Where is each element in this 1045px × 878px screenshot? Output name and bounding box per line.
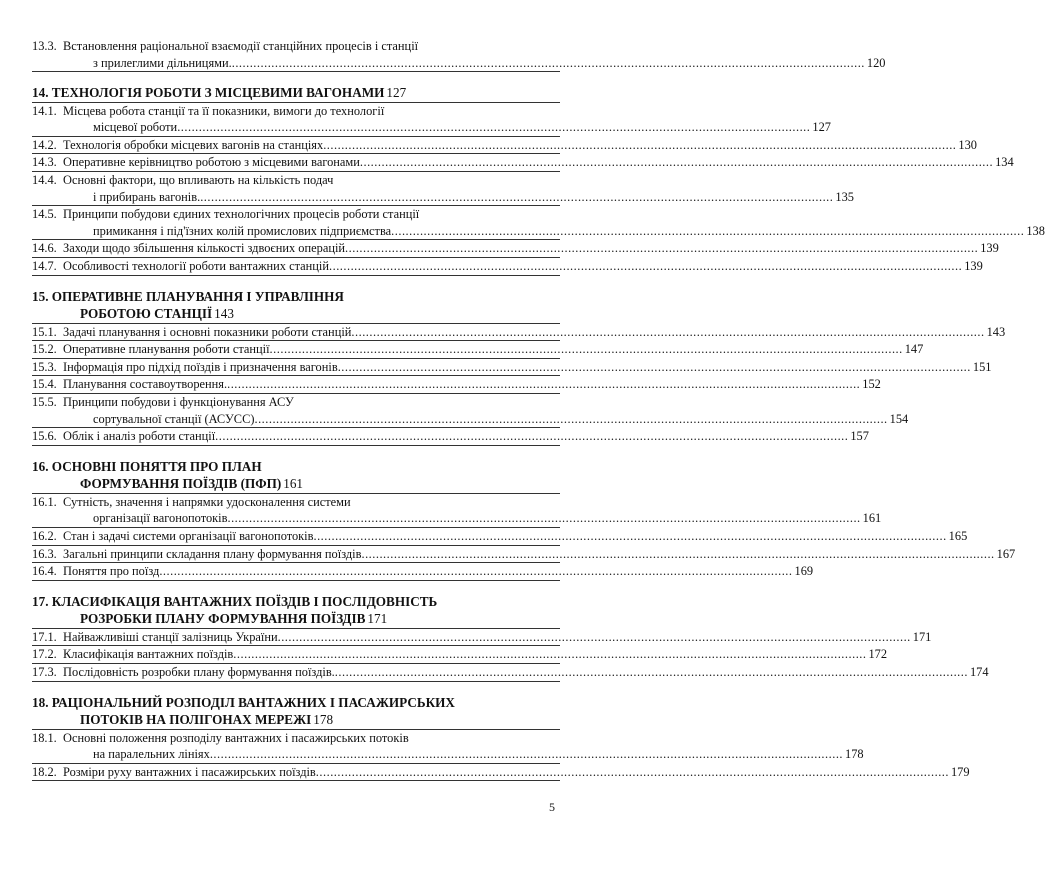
dot-leader — [338, 359, 971, 376]
section-title-line — [63, 764, 970, 781]
toc-entry[interactable] — [32, 154, 1014, 172]
section-title-line — [63, 646, 888, 663]
toc-entry[interactable] — [32, 546, 1016, 564]
chapter-block — [32, 593, 989, 682]
section-title — [63, 137, 977, 154]
section-title-text: на паралельних лініях — [93, 747, 210, 762]
section-title-text: Класифікація вантажних поїздів — [63, 647, 234, 662]
toc-entry[interactable] — [32, 240, 999, 258]
section-title-line — [63, 494, 560, 511]
section-title-line — [63, 324, 1006, 341]
section-title-text: Стан і задачі системи організації вагонопотоків — [63, 528, 314, 543]
chapter-heading-line — [32, 711, 560, 729]
page-reference: 178 — [313, 712, 334, 728]
toc-entry[interactable] — [32, 664, 989, 682]
toc-entry[interactable] — [32, 528, 968, 546]
section-number: 16.3. — [32, 546, 57, 561]
toc-entry[interactable] — [32, 206, 1045, 240]
toc-entry[interactable] — [32, 764, 970, 782]
page-reference: 171 — [367, 611, 388, 627]
chapter-block — [32, 288, 1006, 446]
page-reference: 154 — [889, 411, 909, 426]
section-title-line — [63, 341, 924, 358]
section-title-line — [63, 258, 983, 275]
dot-leader — [335, 664, 968, 681]
section-number: 14.2. — [32, 137, 57, 152]
page-reference: 127 — [812, 120, 831, 135]
dot-leader — [227, 510, 860, 527]
page-reference: 174 — [969, 664, 989, 679]
dot-leader — [177, 119, 810, 136]
chapter-heading-line — [32, 694, 560, 712]
section-title-text: Місцева робота станції та її показники, вимоги до технології — [63, 103, 385, 118]
page-reference: 127 — [386, 85, 407, 101]
dot-leader — [215, 428, 848, 445]
section-title-text: Оперативне планування роботи станції — [63, 342, 270, 357]
page-reference: 143 — [986, 324, 1006, 339]
chapter-heading-text: 17. КЛАСИФІКАЦІЯ ВАНТАЖНИХ ПОЇЗДІВ І ПОСЛІДОВНІСТЬ — [32, 593, 438, 609]
chapter-block — [32, 694, 970, 782]
section-title-text: Встановлення раціональної взаємодії станційних процесів і станції — [63, 39, 419, 53]
section-title-line — [63, 38, 560, 55]
section-title-line — [63, 137, 977, 154]
page-reference: 139 — [964, 259, 983, 274]
toc-entry[interactable] — [32, 258, 983, 276]
toc-entry[interactable] — [32, 730, 864, 764]
section-title-line — [63, 119, 831, 136]
toc-entry[interactable] — [32, 394, 909, 428]
section-title-text: Загальні принципи складання плану формування поїздів — [63, 546, 362, 561]
dot-leader — [329, 258, 962, 275]
section-title-line — [63, 510, 882, 527]
page-reference: 167 — [996, 546, 1016, 561]
section-title — [63, 240, 999, 257]
dot-leader — [351, 324, 984, 341]
dot-leader — [270, 341, 903, 358]
section-number: 16.2. — [32, 528, 57, 543]
page-reference: 169 — [794, 564, 814, 579]
section-title-text: Планування составоутворення. — [63, 377, 228, 392]
section-title-text: Послідовність розробки плану формування поїздів. — [63, 664, 335, 679]
section-title-line — [63, 746, 864, 763]
section-number: 15.4. — [32, 377, 57, 392]
page-reference: 120 — [866, 55, 886, 70]
chapter-block — [32, 458, 1016, 581]
toc-entry[interactable] — [32, 341, 924, 359]
dot-leader — [200, 189, 833, 206]
section-title-text: Особливості технології роботи вантажних станцій — [63, 259, 329, 274]
section-title — [63, 172, 854, 205]
chapter-heading-text: 15. ОПЕРАТИВНЕ ПЛАНУВАННЯ І УПРАВЛІННЯ — [32, 288, 344, 304]
section-number: 18.1. — [32, 730, 57, 745]
page-reference: 135 — [835, 189, 854, 204]
chapter-heading-line — [32, 593, 560, 611]
section-number: 16.1. — [32, 494, 57, 509]
chapter-heading-line — [32, 305, 560, 323]
section-title-text: Оперативне керівництво роботою з місцевими вагонами — [63, 155, 360, 170]
toc-entry[interactable] — [32, 137, 977, 155]
dot-leader — [313, 528, 946, 545]
section-title-line — [63, 240, 999, 257]
section-title-line — [63, 428, 869, 445]
section-title-line — [63, 154, 1014, 171]
page-reference: 139 — [980, 241, 999, 256]
page-reference: 161 — [283, 476, 304, 492]
toc-entry[interactable] — [32, 563, 814, 581]
chapter-heading-text: РОБОТОЮ СТАНЦІЇ — [80, 306, 213, 322]
section-title-line — [63, 546, 1016, 563]
section-title-line — [63, 55, 886, 72]
section-title-text: місцевої роботи — [93, 120, 178, 135]
section-number: 17.3. — [32, 664, 57, 679]
page-number: 5 — [549, 800, 555, 814]
chapter-heading-text: ФОРМУВАННЯ ПОЇЗДІВ (ПФП) — [80, 476, 282, 492]
section-title-text: Поняття про поїзд — [63, 564, 160, 579]
section-title-text: примикання і під'їзних колій промислових підприємства — [93, 223, 392, 238]
section-title-line — [63, 664, 989, 681]
page-reference: 134 — [995, 155, 1014, 170]
section-number: 14.5. — [32, 207, 57, 222]
section-title-line — [63, 376, 881, 393]
section-title-line — [63, 223, 1045, 240]
page-reference: 130 — [958, 137, 977, 152]
toc-entry[interactable] — [32, 38, 886, 72]
section-title-line — [63, 563, 814, 580]
section-title — [63, 394, 909, 427]
toc-entry[interactable] — [32, 428, 869, 446]
section-title-line — [63, 189, 854, 206]
page-reference: 151 — [972, 359, 992, 374]
page-reference: 138 — [1026, 223, 1045, 238]
dot-leader — [278, 629, 911, 646]
dot-leader — [210, 746, 843, 763]
section-title — [63, 730, 864, 763]
section-title-text: Основні положення розподілу вантажних і пасажирських потоків — [63, 730, 409, 745]
toc-entry[interactable] — [32, 359, 992, 377]
section-title-text: і прибирань вагонів. — [93, 189, 201, 204]
dot-leader — [254, 411, 887, 428]
section-title-text: Сутність, значення і напрямки удосконалення системи — [63, 494, 351, 509]
section-number: 15.5. — [32, 395, 57, 409]
page-reference: 165 — [948, 528, 968, 543]
section-number: 14.3. — [32, 155, 57, 170]
section-title-text: Найважливіші станції залізниць України — [63, 629, 278, 644]
section-title-line — [63, 206, 560, 223]
section-title-line — [63, 359, 992, 376]
table-of-contents — [32, 38, 1045, 781]
section-title — [63, 764, 970, 781]
section-title-text: Інформація про підхід поїздів і призначення вагонів — [63, 359, 338, 374]
chapter-heading[interactable] — [32, 288, 560, 324]
section-title-text: Технологія обробки місцевих вагонів на станціях — [63, 137, 324, 152]
chapter-heading-line — [32, 288, 560, 306]
section-title-line — [63, 411, 909, 428]
section-title-line — [63, 172, 560, 189]
section-title — [63, 629, 932, 646]
section-title-text: Задачі планування і основні показники роботи станцій — [63, 324, 352, 339]
page-reference: 147 — [904, 342, 924, 357]
section-title — [63, 206, 1045, 239]
chapter-heading-line — [32, 610, 560, 628]
section-title — [63, 528, 968, 545]
chapter-heading-text: 16. ОСНОВНІ ПОНЯТТЯ ПРО ПЛАН — [32, 458, 262, 474]
section-number: 15.2. — [32, 342, 57, 357]
toc-entry[interactable] — [32, 494, 882, 528]
section-number: 15.1. — [32, 324, 57, 339]
page-reference: 178 — [845, 747, 864, 762]
toc-entry[interactable] — [32, 629, 932, 647]
dot-leader — [361, 546, 994, 563]
section-title — [63, 341, 924, 358]
section-title-text: Принципи побудови єдиних технологічних процесів роботи станції — [63, 207, 420, 222]
section-title — [63, 38, 886, 71]
section-title-text: Облік і аналіз роботи станції — [63, 429, 216, 444]
section-title-line — [63, 394, 560, 411]
dot-leader — [233, 646, 866, 663]
section-title-text: Принципи побудови і функціонування АСУ — [63, 395, 294, 409]
section-title — [63, 664, 989, 681]
chapter-heading-line — [32, 84, 560, 102]
dot-leader — [345, 240, 978, 257]
dot-leader — [360, 154, 993, 171]
section-number: 17.2. — [32, 647, 57, 662]
section-title-text: сортувальної станції (АСУСС) — [93, 411, 255, 426]
page-reference: 143 — [214, 306, 234, 322]
page-reference: 157 — [850, 429, 869, 444]
dot-leader — [323, 137, 956, 154]
section-number: 15.6. — [32, 429, 57, 444]
section-number: 14.4. — [32, 173, 57, 188]
dot-leader — [227, 376, 860, 393]
section-title — [63, 494, 882, 527]
chapter-heading[interactable] — [32, 84, 560, 103]
section-title — [63, 563, 814, 580]
section-title — [63, 324, 1006, 341]
section-title-text: з прилеглими дільницями. — [93, 55, 232, 70]
page-reference: 152 — [862, 377, 881, 392]
chapter-heading[interactable] — [32, 694, 560, 730]
section-number: 13.3. — [32, 39, 57, 53]
dot-leader — [316, 764, 949, 781]
page-reference: 172 — [868, 647, 888, 662]
toc-entry[interactable] — [32, 324, 1006, 342]
section-title — [63, 646, 888, 663]
toc-entry[interactable] — [32, 172, 854, 206]
section-title-text: організації вагонопотоків — [93, 511, 228, 526]
section-number: 17.1. — [32, 629, 57, 644]
chapter-heading[interactable] — [32, 458, 560, 494]
section-title-text: Основні фактори, що впливають на кількість подач — [63, 173, 334, 188]
section-title — [63, 154, 1014, 171]
chapter-block — [32, 84, 1045, 275]
chapter-heading[interactable] — [32, 593, 560, 629]
toc-entry[interactable] — [32, 376, 881, 394]
section-title-text: Розміри руху вантажних і пасажирських поїздів — [63, 764, 316, 779]
dot-leader — [159, 563, 792, 580]
section-title — [63, 546, 1016, 563]
section-title — [63, 428, 869, 445]
section-number: 16.4. — [32, 564, 57, 579]
toc-entry[interactable] — [32, 103, 831, 137]
chapter-heading-line — [32, 475, 560, 493]
section-title — [63, 103, 831, 136]
chapter-heading-line — [32, 458, 560, 476]
chapter-heading-text: ПОТОКІВ НА ПОЛІГОНАХ МЕРЕЖІ — [80, 712, 312, 728]
section-number: 14.7. — [32, 259, 57, 274]
section-number: 14.6. — [32, 241, 57, 256]
section-title-line — [63, 103, 560, 120]
section-number: 15.3. — [32, 359, 57, 374]
page-reference: 179 — [950, 764, 970, 779]
dot-leader — [232, 55, 865, 72]
section-title — [63, 376, 881, 393]
chapter-heading-text: РОЗРОБКИ ПЛАНУ ФОРМУВАННЯ ПОЇЗДІВ — [80, 611, 366, 627]
page-reference: 171 — [912, 629, 932, 644]
section-title — [63, 359, 992, 376]
section-title — [63, 258, 983, 275]
chapter-heading-text: 14. ТЕХНОЛОГІЯ РОБОТИ З МІСЦЕВИМИ ВАГОНАМИ — [32, 85, 385, 101]
section-title-line — [63, 528, 968, 545]
toc-entry[interactable] — [32, 646, 888, 664]
section-number: 14.1. — [32, 103, 57, 118]
section-number: 18.2. — [32, 764, 57, 779]
section-title-text: Заходи щодо збільшення кількості здвоєних операцій — [63, 241, 346, 256]
page-reference: 161 — [862, 511, 882, 526]
section-title-line — [63, 730, 560, 747]
chapter-heading-text: 18. РАЦІОНАЛЬНИЙ РОЗПОДІЛ ВАНТАЖНИХ І ПАСАЖИРСЬКИХ — [32, 694, 455, 710]
section-title-line — [63, 629, 932, 646]
dot-leader — [391, 223, 1024, 240]
